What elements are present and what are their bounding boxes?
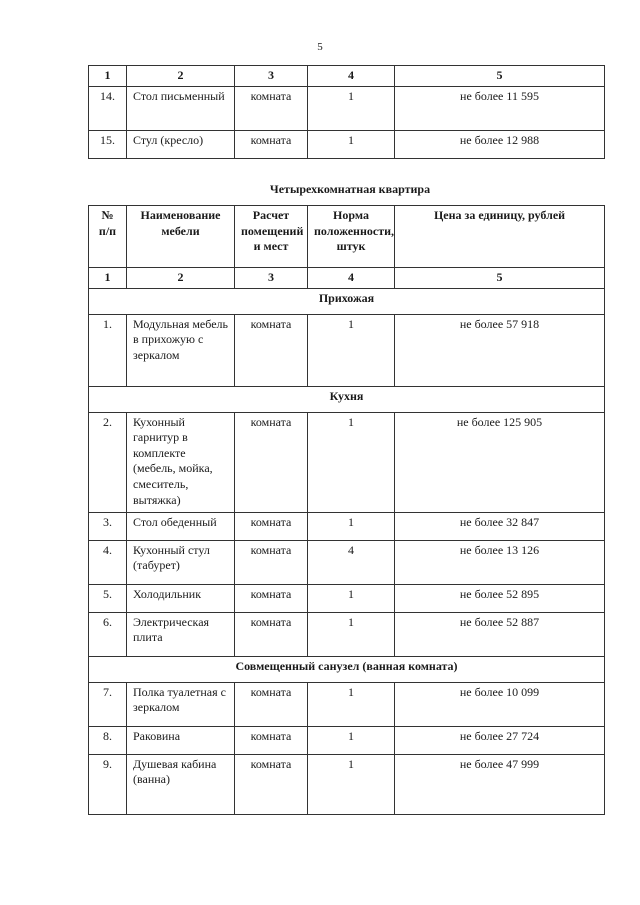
item-name: Душевая кабина (ванна) xyxy=(127,754,235,814)
group-title: Прихожая xyxy=(89,288,605,314)
table-row xyxy=(89,612,605,656)
column-number: 2 xyxy=(127,268,235,289)
table-row xyxy=(89,682,605,726)
item-price: не более 125 905 xyxy=(395,412,605,512)
page-number: 5 xyxy=(317,41,323,53)
item-norm: 1 xyxy=(308,584,395,612)
item-name: Стол письменный xyxy=(127,86,235,130)
header-norm: Норма положенности, штук xyxy=(308,206,395,268)
header-calc: Расчет помещений и мест xyxy=(235,206,308,268)
item-calc: комната xyxy=(235,130,308,158)
item-price: не более 10 099 xyxy=(395,682,605,726)
table-row xyxy=(89,314,605,386)
column-number: 2 xyxy=(127,66,235,87)
item-calc: комната xyxy=(235,754,308,814)
item-norm: 1 xyxy=(308,512,395,540)
table-row xyxy=(89,412,605,512)
table-row xyxy=(89,512,605,540)
table-row xyxy=(89,540,605,584)
item-calc: комната xyxy=(235,412,308,512)
item-name: Кухонный гарнитур в комплекте (мебель, мойка, смеситель, вытяжка) xyxy=(127,412,235,512)
item-norm: 1 xyxy=(308,86,395,130)
item-number: 5. xyxy=(89,584,127,612)
item-name: Полка туалетная с зеркалом xyxy=(127,682,235,726)
item-price: не более 32 847 xyxy=(395,512,605,540)
item-number: 15. xyxy=(89,130,127,158)
item-norm: 1 xyxy=(308,314,395,386)
item-number: 4. xyxy=(89,540,127,584)
item-price: не более 52 895 xyxy=(395,584,605,612)
item-calc: комната xyxy=(235,584,308,612)
item-calc: комната xyxy=(235,86,308,130)
item-name: Модульная мебель в прихожую с зеркалом xyxy=(127,314,235,386)
table-row xyxy=(89,726,605,754)
item-name: Кухонный стул (табурет) xyxy=(127,540,235,584)
item-number: 9. xyxy=(89,754,127,814)
item-price: не более 47 999 xyxy=(395,754,605,814)
item-number: 6. xyxy=(89,612,127,656)
item-calc: комната xyxy=(235,682,308,726)
item-name: Стол обеденный xyxy=(127,512,235,540)
item-norm: 1 xyxy=(308,612,395,656)
item-norm: 1 xyxy=(308,754,395,814)
item-name: Холодильник xyxy=(127,584,235,612)
item-norm: 4 xyxy=(308,540,395,584)
item-calc: комната xyxy=(235,512,308,540)
item-number: 14. xyxy=(89,86,127,130)
header-number: № п/п xyxy=(89,206,127,268)
item-price: не более 11 595 xyxy=(395,86,605,130)
item-number: 8. xyxy=(89,726,127,754)
column-number: 5 xyxy=(395,66,605,87)
item-calc: комната xyxy=(235,726,308,754)
group-row xyxy=(89,386,605,412)
continued-furniture-table xyxy=(88,65,605,159)
section-title: Четырехкомнатная квартира xyxy=(269,182,431,196)
item-name: Раковина xyxy=(127,726,235,754)
item-number: 1. xyxy=(89,314,127,386)
group-title: Совмещенный санузел (ванная комната) xyxy=(89,656,605,682)
furniture-price-table xyxy=(88,205,605,815)
item-calc: комната xyxy=(235,314,308,386)
column-number-row xyxy=(89,268,605,289)
item-norm: 1 xyxy=(308,682,395,726)
item-price: не более 12 988 xyxy=(395,130,605,158)
header-price: Цена за единицу, рублей xyxy=(395,206,605,268)
item-price: не более 27 724 xyxy=(395,726,605,754)
group-title: Кухня xyxy=(89,386,605,412)
table-row xyxy=(89,754,605,814)
table-row xyxy=(89,584,605,612)
item-number: 7. xyxy=(89,682,127,726)
item-number: 2. xyxy=(89,412,127,512)
item-name: Стул (кресло) xyxy=(127,130,235,158)
table-header-row xyxy=(89,206,605,268)
item-price: не более 52 887 xyxy=(395,612,605,656)
item-norm: 1 xyxy=(308,412,395,512)
column-number: 4 xyxy=(308,268,395,289)
column-number: 3 xyxy=(235,66,308,87)
item-price: не более 57 918 xyxy=(395,314,605,386)
item-number: 3. xyxy=(89,512,127,540)
item-norm: 1 xyxy=(308,130,395,158)
item-price: не более 13 126 xyxy=(395,540,605,584)
column-number: 4 xyxy=(308,66,395,87)
table-row xyxy=(89,130,605,158)
item-calc: комната xyxy=(235,612,308,656)
column-number-row xyxy=(89,66,605,87)
column-number: 5 xyxy=(395,268,605,289)
header-name: Наименование мебели xyxy=(127,206,235,268)
group-row xyxy=(89,656,605,682)
table-row xyxy=(89,86,605,130)
column-number: 1 xyxy=(89,268,127,289)
group-row xyxy=(89,288,605,314)
item-calc: комната xyxy=(235,540,308,584)
column-number: 3 xyxy=(235,268,308,289)
item-norm: 1 xyxy=(308,726,395,754)
column-number: 1 xyxy=(89,66,127,87)
item-name: Электрическая плита xyxy=(127,612,235,656)
